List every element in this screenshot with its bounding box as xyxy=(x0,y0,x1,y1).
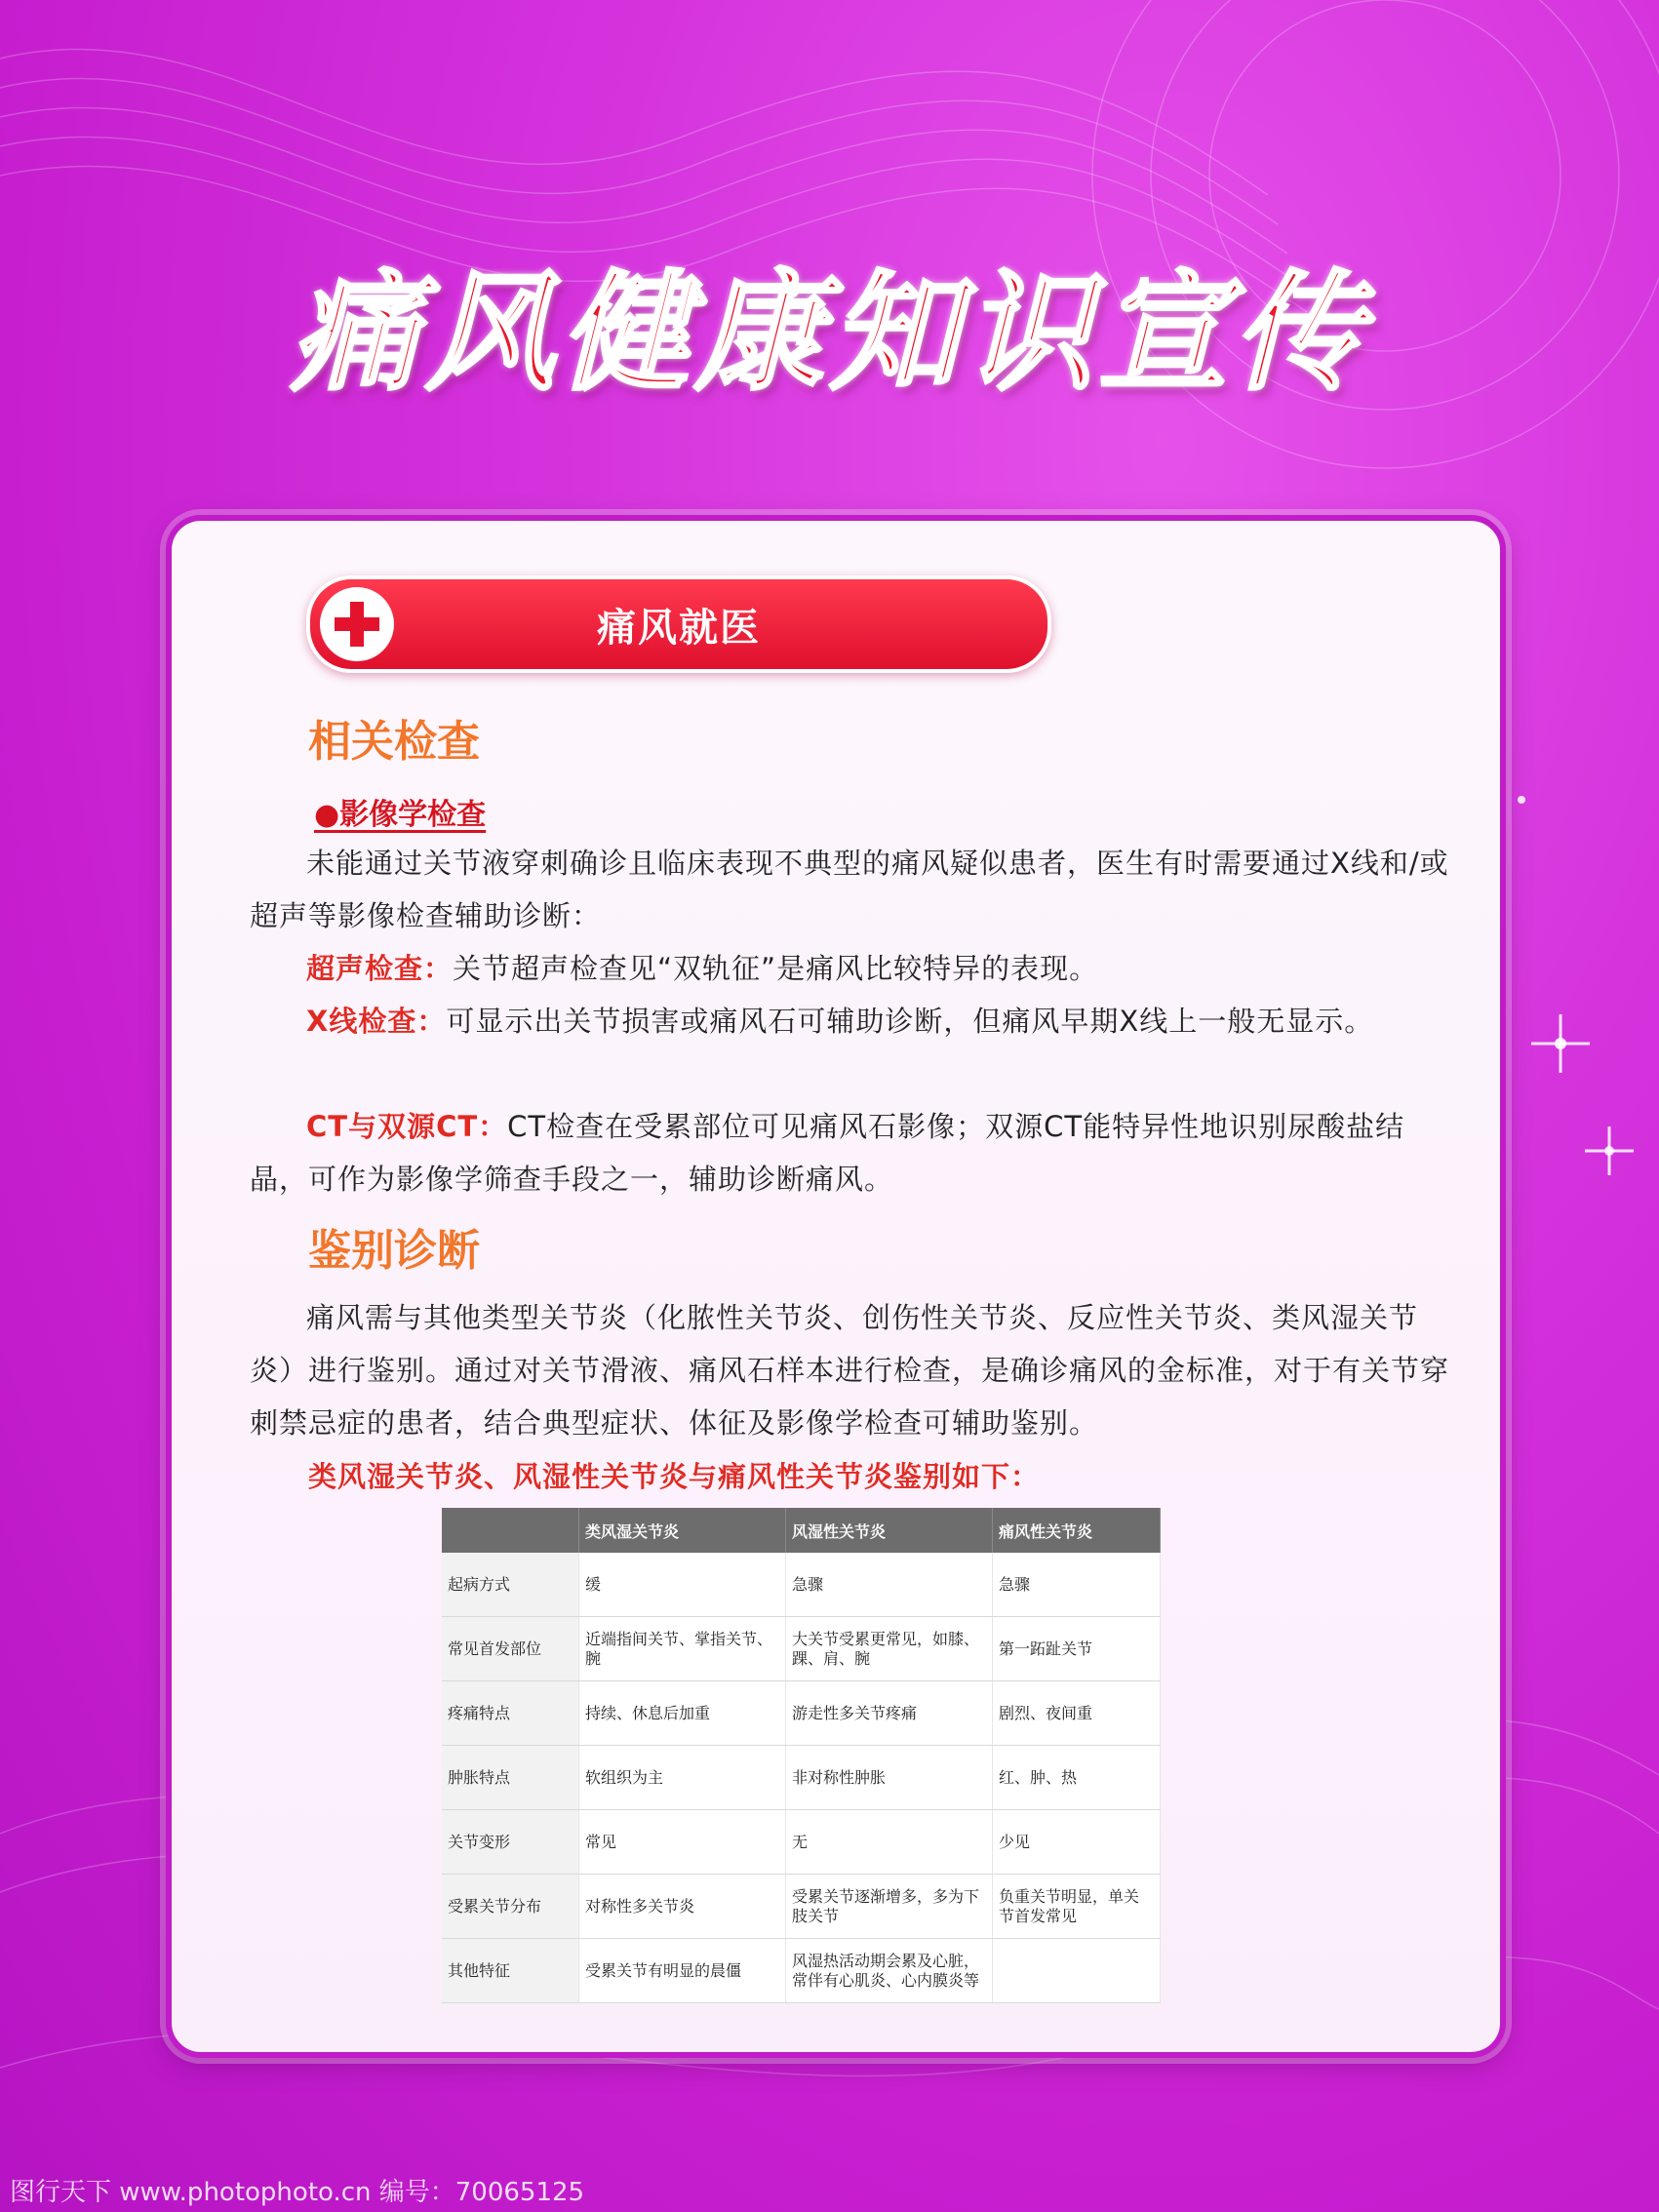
table-cell: 受累关节有明显的晨僵 xyxy=(579,1939,786,2003)
table-cell: 肿胀特点 xyxy=(442,1746,579,1810)
diff-heading: 鉴别诊断 xyxy=(308,1226,480,1276)
table-header xyxy=(442,1508,579,1553)
table-cell: 关节变形 xyxy=(442,1810,579,1875)
ultrasound-label: 超声检查： xyxy=(306,952,454,985)
table-row xyxy=(442,1681,1161,1746)
table-cell: 缓 xyxy=(579,1553,786,1617)
table-cell: 非对称性肿胀 xyxy=(786,1746,993,1810)
table-cell: 少见 xyxy=(993,1810,1161,1875)
table-cell: 对称性多关节炎 xyxy=(579,1875,786,1939)
ct-item xyxy=(250,1100,1449,1205)
table-cell: 游走性多关节疼痛 xyxy=(786,1681,993,1746)
imaging-intro: 未能通过关节液穿刺确诊且临床表现不典型的痛风疑似患者，医生有时需要通过X线和/或超声等影像检查辅助诊断： xyxy=(250,847,1449,932)
table-cell: 持续、休息后加重 xyxy=(579,1681,786,1746)
ct-text: CT检查在受累部位可见痛风石影像；双源CT能特异性地识别尿酸盐结晶，可作为影像学筛查手段之一，辅助诊断痛风。 xyxy=(250,1110,1405,1196)
xray-text: 可显示出关节损害或痛风石可辅助诊断，但痛风早期X线上一般无显示。 xyxy=(446,1005,1374,1038)
table-cell: 负重关节明显，单关节首发常见 xyxy=(993,1875,1161,1939)
table-cell: 急骤 xyxy=(993,1553,1161,1617)
ct-label: CT与双源CT： xyxy=(306,1110,508,1143)
table-cell: 第一跖趾关节 xyxy=(993,1617,1161,1681)
table-cell: 受累关节逐渐增多，多为下肢关节 xyxy=(786,1875,993,1939)
table-header: 类风湿关节炎 xyxy=(579,1508,786,1553)
table-cell: 无 xyxy=(786,1810,993,1875)
section-banner xyxy=(306,575,1051,673)
table-cell: 其他特征 xyxy=(442,1939,579,2003)
ultrasound-item xyxy=(250,942,1449,995)
table-cell: 近端指间关节、掌指关节、腕 xyxy=(579,1617,786,1681)
table-cell xyxy=(993,1939,1161,2003)
table-cell: 软组织为主 xyxy=(579,1746,786,1810)
table-cell: 剧烈、夜间重 xyxy=(993,1681,1161,1746)
table-cell: 疼痛特点 xyxy=(442,1681,579,1746)
ultrasound-text: 关节超声检查见“双轨征”是痛风比较特异的表现。 xyxy=(453,952,1099,985)
table-cell: 起病方式 xyxy=(442,1553,579,1617)
table-row xyxy=(442,1746,1161,1810)
table-header: 痛风性关节炎 xyxy=(993,1508,1161,1553)
table-cell: 急骤 xyxy=(786,1553,993,1617)
table-row xyxy=(442,1617,1161,1681)
table-cell: 常见首发部位 xyxy=(442,1617,579,1681)
table-cell: 红、肿、热 xyxy=(993,1746,1161,1810)
table-row xyxy=(442,1553,1161,1617)
section-banner-label: 痛风就医 xyxy=(597,605,761,651)
exam-heading: 相关检查 xyxy=(308,717,480,767)
table-row xyxy=(442,1810,1161,1875)
table-title: 类风湿关节炎、风湿性关节炎与痛风性关节炎鉴别如下： xyxy=(308,1460,1041,1493)
medical-cross-icon xyxy=(320,587,394,661)
table-row xyxy=(442,1939,1161,2003)
table-cell: 大关节受累更常见，如膝、踝、肩、腕 xyxy=(786,1617,993,1681)
table-header-row xyxy=(442,1508,1161,1553)
xray-label: X线检查： xyxy=(306,1005,447,1038)
xray-item xyxy=(250,995,1449,1047)
table-cell: 常见 xyxy=(579,1810,786,1875)
table-row xyxy=(442,1875,1161,1939)
table-cell: 风湿热活动期会累及心脏，常伴有心肌炎、心内膜炎等 xyxy=(786,1939,993,2003)
imaging-subheading: ●影像学检查 xyxy=(314,798,487,832)
content-card xyxy=(166,515,1506,2058)
diff-paragraph: 痛风需与其他类型关节炎（化脓性关节炎、创伤性关节炎、反应性关节炎、类风湿关节炎）进行鉴别。通过对关节滑液、痛风石样本进行检查，是确诊痛风的金标准，对于有关节穿刺禁忌症的患者，结合典型症状、体征及影像学检查可辅助鉴别。 xyxy=(250,1301,1450,1440)
comparison-table xyxy=(442,1508,1161,2003)
watermark-text: 图行天下 www.photophoto.cn 编号：70065125 xyxy=(10,2178,585,2207)
table-cell: 受累关节分布 xyxy=(442,1875,579,1939)
poster-title: 痛风健康知识宣传 xyxy=(291,257,1368,409)
table-header: 风湿性关节炎 xyxy=(786,1508,993,1553)
